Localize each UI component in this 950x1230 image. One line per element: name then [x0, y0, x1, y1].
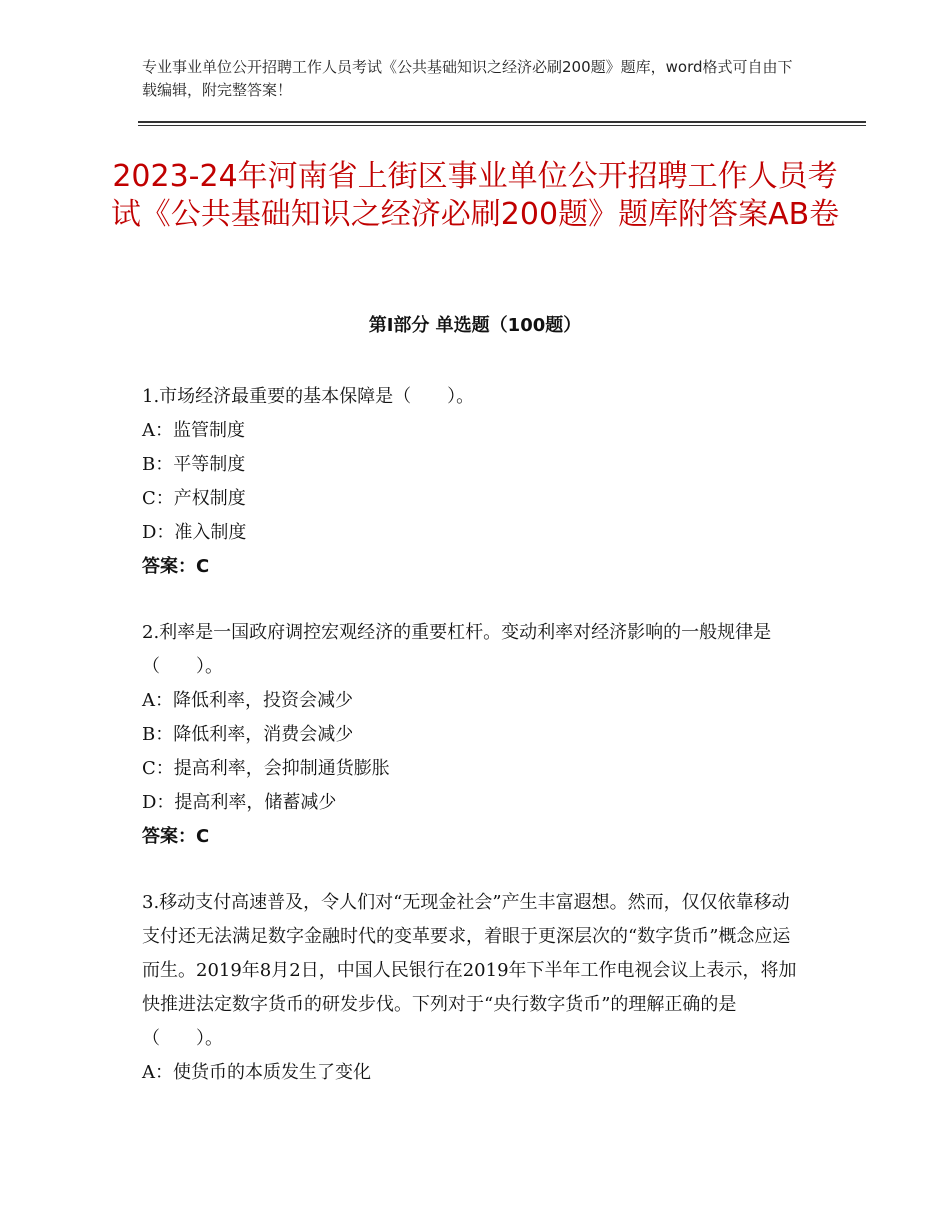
- header-divider-thin: [138, 125, 866, 126]
- question-list: [142, 380, 807, 1122]
- header-note: 专业事业单位公开招聘工作人员考试《公共基础知识之经济必刷200题》题库，word格式可自由下载编辑，附完整答案！: [142, 58, 793, 99]
- question-stem: 2.利率是一国政府调控宏观经济的重要杠杆。变动利率对经济影响的一般规律是（ ）。: [142, 622, 772, 677]
- option-a: A：降低利率，投资会减少: [142, 690, 353, 711]
- option-d: D：提高利率，储蓄减少: [142, 792, 337, 813]
- question-2: [142, 616, 807, 854]
- option-c: C：产权制度: [142, 488, 246, 509]
- question-1: [142, 380, 807, 584]
- document-title: 2023-24年河南省上街区事业单位公开招聘工作人员考试《公共基础知识之经济必刷200题》题库附答案AB卷: [110, 159, 840, 232]
- option-a: A：使货币的本质发生了变化: [142, 1062, 371, 1083]
- option-c: C：提高利率，会抑制通货膨胀: [142, 758, 390, 779]
- question-stem: 3.移动支付高速普及，令人们对“无现金社会”产生丰富遐想。然而，仅仅依靠移动支付还无法满足数字金融时代的变革要求，着眼于更深层次的“数字货币”概念应运而生。2019年8月2日，中国人民银行在2019年下半年工作电视会议上表示，将加快推进法定数字货币的研发步伐。下列对于“央行数字货币”的理解正确的是（ ）。: [142, 892, 797, 1049]
- option-a: A：监管制度: [142, 420, 245, 441]
- option-d: D：准入制度: [142, 522, 247, 543]
- question-stem: 1.市场经济最重要的基本保障是（ ）。: [142, 386, 475, 407]
- answer: 答案：C: [142, 826, 210, 847]
- option-b: B：平等制度: [142, 454, 246, 475]
- answer: 答案：C: [142, 556, 210, 577]
- question-3: [142, 886, 807, 1090]
- option-b: B：降低利率，消费会减少: [142, 724, 354, 745]
- section-title: 第Ⅰ部分 单选题（100题）: [368, 315, 582, 336]
- header-divider: [138, 121, 866, 123]
